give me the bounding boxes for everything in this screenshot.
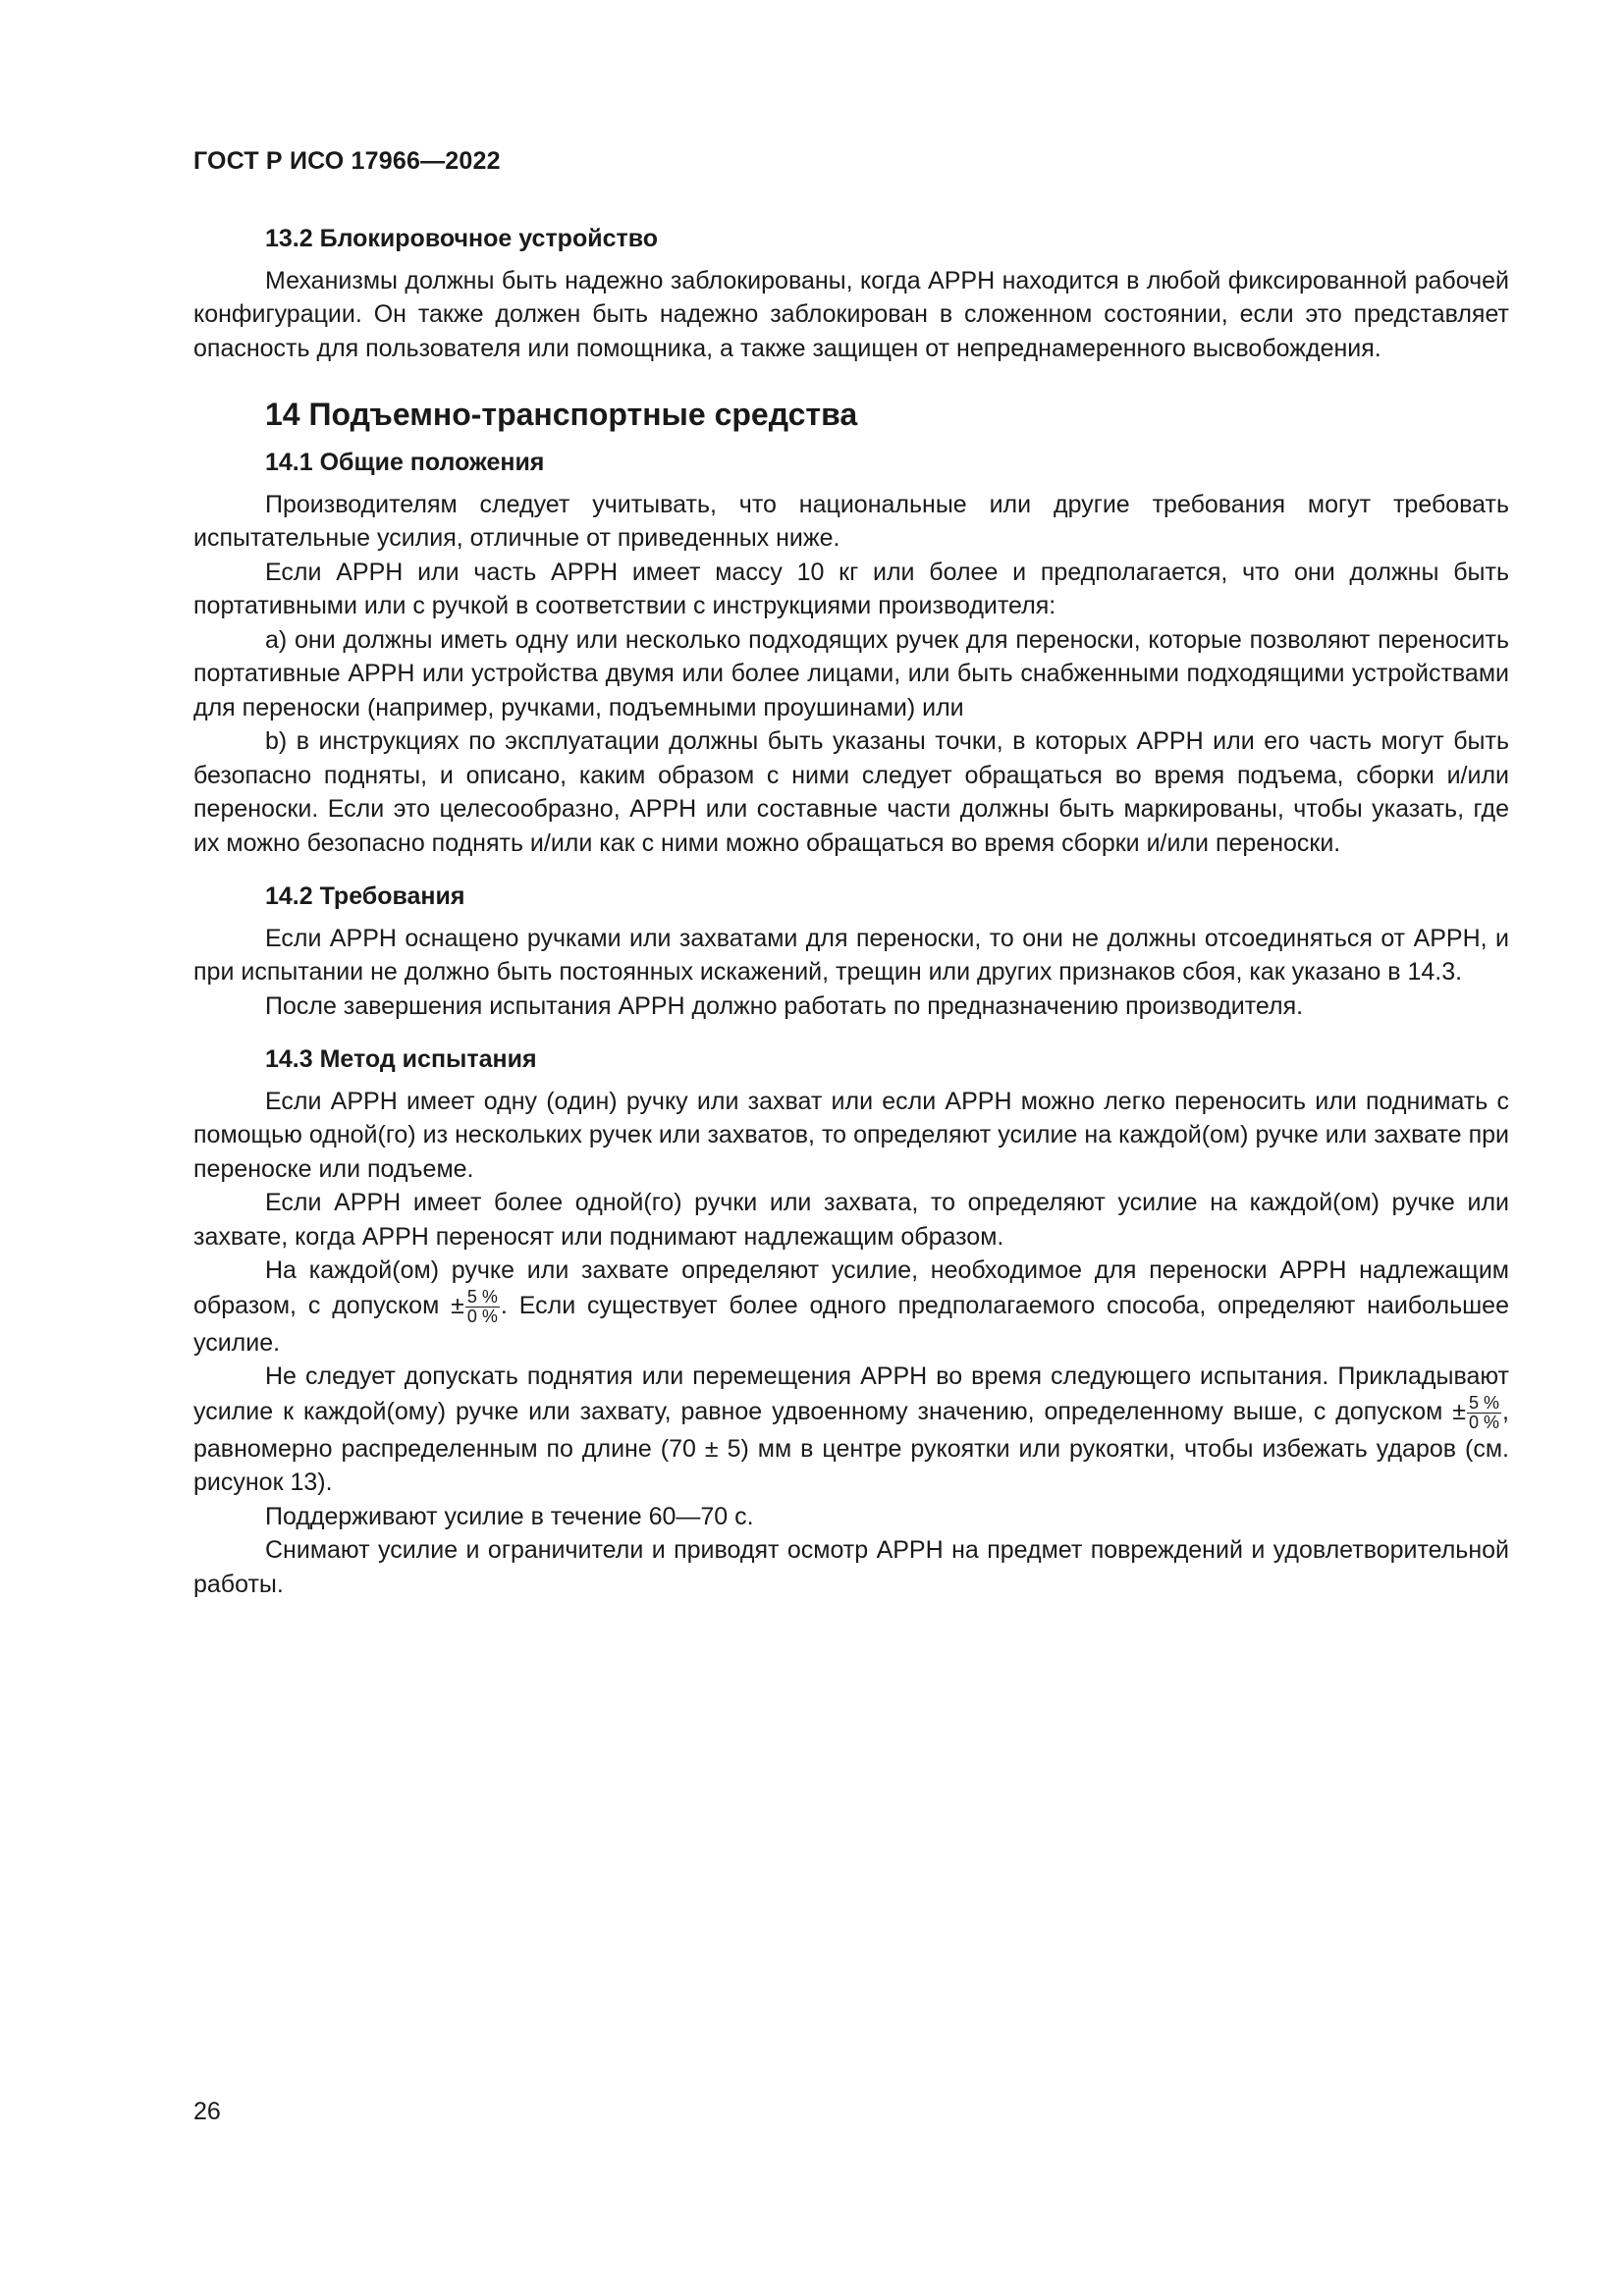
section-14-1-paragraph-1: Производителям следует учитывать, что национальные или другие требования могут требовать испытательные усилия, отличные от приведенных ниже. — [193, 490, 1509, 552]
paragraph-4-text-end: , равномерно распределенным по длине (70 ± 5) мм в центре рукоятки или рукоятки, чтобы избежать ударов (см. рисунок 13). — [193, 1397, 1509, 1496]
paragraph-4-text-start: Не следует допускать поднятия или перемещения АРРН во время следующего испытания. Прикладывают усилие к каждой(ому) ручке или захвату, равное удвоенному значению, определенному выше, с допуском ± — [193, 1362, 1509, 1425]
section-14-title: 14 Подъемно-транспортные средства — [265, 397, 858, 432]
tolerance-fraction — [465, 1288, 500, 1326]
tolerance-upper: 5 % — [466, 1286, 498, 1307]
page-number: 26 — [193, 2098, 221, 2125]
section-14-3-paragraph-5: Поддерживают усилие в течение 60—70 с. — [265, 1502, 754, 1530]
section-13-2-title: 13.2 Блокировочное устройство — [265, 225, 659, 252]
section-14-3-paragraph-4 — [193, 1360, 1509, 1500]
section-14-1-item-a: a) они должны иметь одну или несколько подходящих ручек для переноски, которые позволяют переносить портативные АРРН или устройства двумя или более лицами, или быть снабженными подходящими устройствами для переноски (например, ручками, подъемными проушинами) или — [193, 625, 1509, 721]
section-14-3-paragraph-6: Снимают усилие и ограничители и приводят осмотр АРРН на предмет повреждений и удовлетворительной работы. — [193, 1536, 1509, 1598]
section-14-1-item-b: b) в инструкциях по эксплуатации должны быть указаны точки, в которых АРРН или его часть могут быть безопасно подняты, и описано, каким образом с ними следует обращаться во время подъема, сборки и/или переноски. Если это целесообразно, АРРН или составные части должны быть маркированы, чтобы указать, где их можно безопасно поднять и/или как с ними можно обращаться во время сборки и/или переноски. — [193, 727, 1509, 857]
tolerance-lower: 0 % — [466, 1306, 498, 1326]
section-14-1-title: 14.1 Общие положения — [265, 449, 545, 476]
section-14-2-paragraph-1: Если АРРН оснащено ручками или захватами для переноски, то они не должны отсоединяться от АРРН, и при испытании не должно быть постоянных искажений, трещин или других признаков сбоя, как указано в 14.3. — [193, 924, 1509, 986]
section-13-2-paragraph: Механизмы должны быть надежно заблокированы, когда АРРН находится в любой фиксированной рабочей конфигурации. Он также должен быть надежно заблокирован в сложенном состоянии, если это представляет опасность для пользователя или помощника, а также защищен от непреднамеренного высвобождения. — [193, 266, 1509, 362]
section-14-2-title: 14.2 Требования — [265, 882, 465, 910]
section-14-3-paragraph-1: Если АРРН имеет одну (один) ручку или захват или если АРРН можно легко переносить или поднимать с помощью одной(го) из нескольких ручек или захватов, то определяют усилие на каждой(ом) ручке или захвате при переноске или подъеме. — [193, 1087, 1509, 1183]
paragraph-3-text-start: На каждой(ом) ручке или захвате определяют усилие, необходимое для переноски АРРН надлежащим образом, с допуском ± — [193, 1256, 1509, 1319]
paragraph-3-text-end: . Если существует более одного предполагаемого способа, определяют наибольшее усилие. — [193, 1291, 1509, 1357]
section-14-1-paragraph-2: Если АРРН или часть АРРН имеет массу 10 кг или более и предполагается, что они должны быть портативными или с ручкой в соответствии с инструкциями производителя: — [193, 558, 1509, 619]
document-body — [193, 222, 1509, 1601]
section-14-3-paragraph-3 — [193, 1254, 1509, 1360]
section-14-2-paragraph-2: После завершения испытания АРРН должно работать по предназначению производителя. — [265, 991, 1304, 1020]
tolerance-upper: 5 % — [1469, 1392, 1500, 1413]
standard-header: ГОСТ Р ИСО 17966—2022 — [193, 147, 501, 175]
tolerance-fraction — [1467, 1394, 1501, 1432]
section-14-3-paragraph-2: Если АРРН имеет более одной(го) ручки или захвата, то определяют усилие на каждой(ом) ручке или захвате, когда АРРН переносят или поднимают надлежащим образом. — [193, 1189, 1509, 1251]
section-14-3-title: 14.3 Метод испытания — [265, 1045, 537, 1073]
tolerance-lower: 0 % — [1469, 1412, 1500, 1432]
